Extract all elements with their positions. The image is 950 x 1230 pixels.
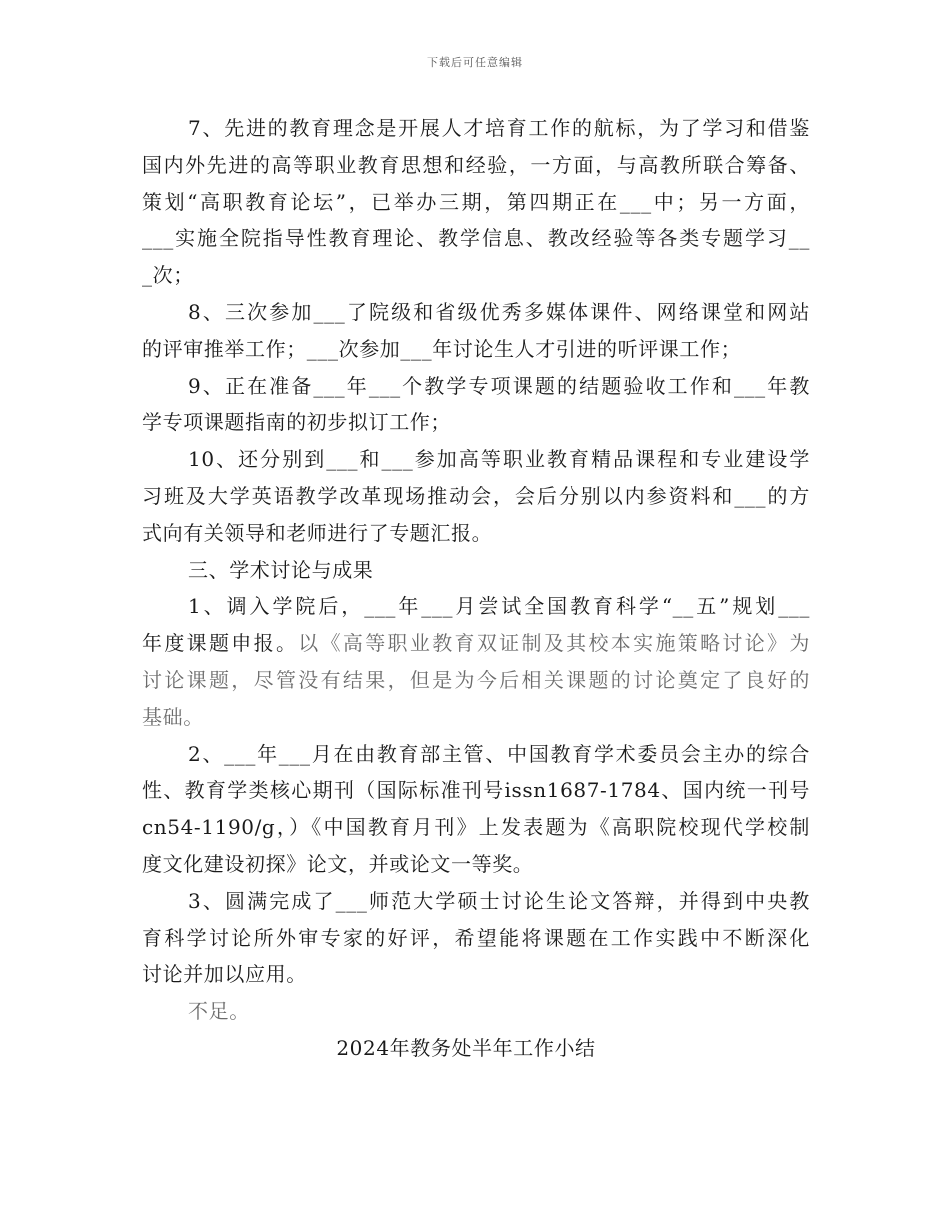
paragraph-line: 10、还分别到___和___参加高等职业教育精品课程和专业建设学 [188,447,810,472]
paragraph-result-1 [142,588,810,735]
paragraph-line [142,625,810,662]
paragraph-line: 习班及大学英语教学改革现场推动会，会后分别以内参资料和___的方 [142,483,810,508]
paragraph-item-7 [142,110,810,294]
paragraph-line-segment: 以《高等职业教育双证制及其校本实施策略讨论》为 [298,631,810,656]
paragraph-line: _次； [142,263,194,288]
paragraph-line: 策划“高职教育论坛”，已举办三期，第四期正在___中；另一方面， [142,189,810,214]
section-heading-text: 三、学术讨论与成果 [188,557,374,582]
paragraph-line: 9、正在准备___年___个教学专项课题的结题验收工作和___年教 [188,373,810,398]
paragraph-line: 国内外先进的高等职业教育思想和经验，一方面，与高教所联合筹备、 [142,152,810,177]
paragraph-item-9 [142,368,810,442]
paragraph-line: 式向有关领导和老师进行了专题汇报。 [142,520,493,545]
paragraph-line: 讨论并加以应用。 [142,962,307,987]
paragraph-line: 的评审推举工作；___次参加___年讨论生人才引进的听评课工作； [142,336,742,361]
paragraph-line: 7、先进的教育理念是开展人才培育工作的航标，为了学习和借鉴 [188,116,810,140]
paragraph-result-3 [142,883,810,993]
paragraph-line: 基础。 [142,704,204,729]
next-document-title: 2024年教务处半年工作小结 [336,1035,596,1060]
document-body [142,110,810,1067]
page-header: 下载后可任意编辑 [427,56,523,69]
paragraph-line: ___实施全院指导性教育理论、教学信息、教改经验等各类专题学习__ [142,226,810,251]
paragraph-item-10 [142,441,810,551]
paragraph-line: 学专项课题指南的初步拟订工作； [142,410,451,435]
paragraph-line: 2、___年___月在由教育部主管、中国教育学术委员会主办的综合 [188,741,810,766]
paragraph-line: 性、教育学类核心期刊（国际标准刊号issn1687-1784、国内统一刊号 [142,778,810,803]
paragraph-line: cn54-1190/g，）《中国教育月刊》上发表题为《高职院校现代学校制 [142,815,810,840]
paragraph-line: 育科学讨论所外审专家的好评，希望能将课题在工作实践中不断深化 [142,925,810,950]
section-heading-3 [142,552,810,589]
paragraph-item-8 [142,294,810,368]
paragraph-line: 3、圆满完成了___师范大学硕士讨论生论文答辩，并得到中央教 [188,888,810,913]
paragraph-result-2 [142,736,810,883]
paragraph-line: 不足。 [188,999,250,1024]
paragraph-line: 8、三次参加___了院级和省级优秀多媒体课件、网络课堂和网站 [188,299,810,324]
paragraph-line: 讨论课题，尽管没有结果，但是为今后相关课题的讨论奠定了良好的 [142,667,810,692]
paragraph-line-segment: 年度课题申报。 [142,631,299,656]
paragraph-shortfall [142,993,810,1030]
paragraph-line: 1、调入学院后，___年___月尝试全国教育科学“__五”规划___ [188,594,810,619]
paragraph-line: 度文化建设初探》论文，并或论文一等奖。 [142,851,534,876]
